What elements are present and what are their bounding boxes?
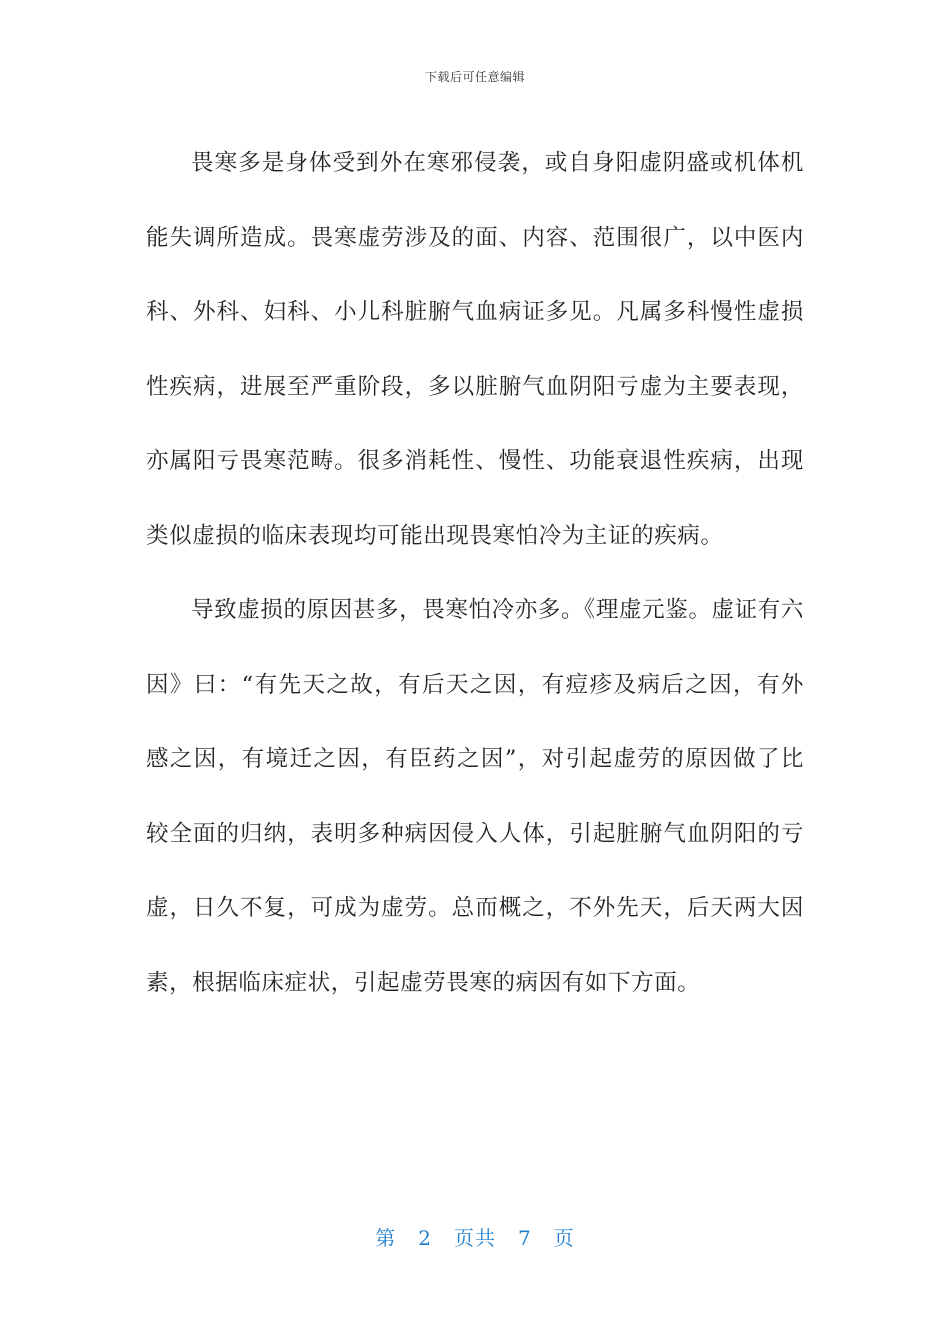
- footer-suffix: 页: [553, 1226, 575, 1250]
- footer-prefix: 第: [375, 1226, 397, 1250]
- paragraph-2: 导致虚损的原因甚多，畏寒怕冷亦多。《理虚元鉴。虚证有六因》曰：“有先天之故，有后天之因，有痘疹及病后之因，有外感之因，有境迁之因，有臣药之因”，对引起虚劳的原因做了比较全面的归纳，表明多种病因侵入人体，引起脏腑气血阴阳的亏虚，日久不复，可成为虚劳。总而概之，不外先天，后天两大因素，根据临床症状，引起虚劳畏寒的病因有如下方面。: [146, 597, 804, 996]
- total-page-count: 7: [518, 1226, 532, 1250]
- page-footer: [0, 1222, 950, 1251]
- current-page-number: 2: [418, 1226, 432, 1250]
- paragraph-1: 畏寒多是身体受到外在寒邪侵袭，或自身阳虚阴盛或机体机能失调所造成。畏寒虚劳涉及的面、内容、范围很广，以中医内科、外科、妇科、小儿科脏腑气血病证多见。凡属多科慢性虚损性疾病，进展至严重阶段，多以脏腑气血阴阳亏虚为主要表现，亦属阳亏畏寒范畴。很多消耗性、慢性、功能衰退性疾病，出现类似虚损的临床表现均可能出现畏寒怕冷为主证的疾病。: [146, 150, 804, 549]
- header-note: 下载后可任意编辑: [424, 70, 525, 84]
- footer-middle: 页共: [454, 1226, 496, 1250]
- document-body: [146, 126, 804, 1020]
